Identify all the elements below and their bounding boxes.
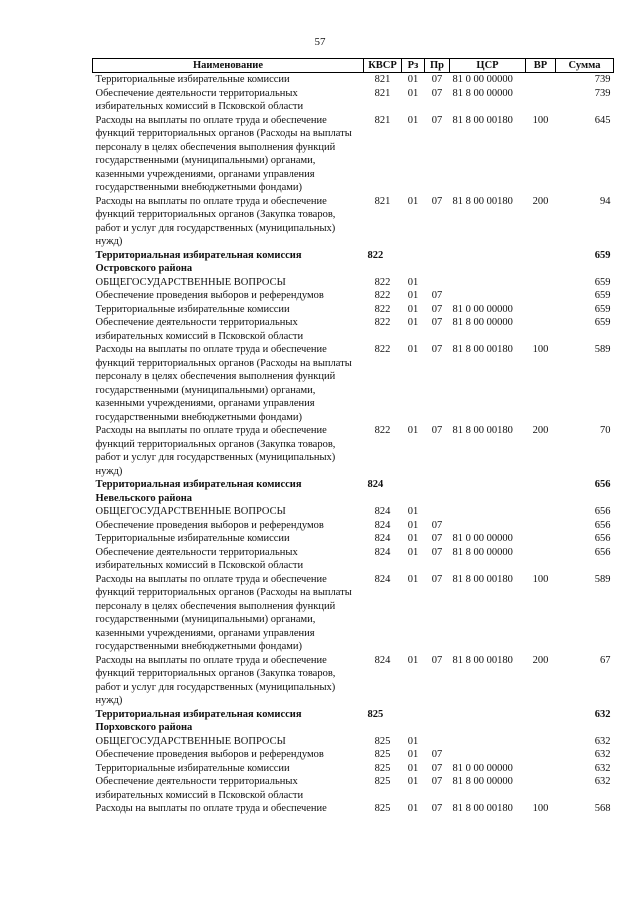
cell-vr — [526, 73, 556, 87]
cell-rz: 01 — [407, 425, 419, 436]
cell-rz: 01 — [407, 776, 419, 787]
cell-vr — [526, 762, 556, 776]
table-row — [93, 73, 614, 87]
cell-kvsr: 824 — [374, 506, 391, 517]
cell-rz: 01 — [407, 506, 419, 517]
cell-sum: 589 — [594, 344, 611, 355]
cell-pr — [425, 249, 450, 276]
table-row — [93, 343, 614, 424]
header-sum: Сумма — [556, 59, 614, 73]
cell-name: Расходы на выплаты по оплате труда и обеспечение функций территориальных органов (Расходы на выплаты персоналу в целях обеспечения выполнения функций государственными (муниципальными) органами, казенными учреждениями, органами управления государственными внебюджетными фондами) — [95, 573, 352, 652]
page-number: 57 — [314, 36, 326, 48]
header-kvsr: КВСР — [364, 59, 402, 73]
table-body — [93, 73, 614, 816]
cell-csr — [450, 276, 526, 290]
cell-pr: 07 — [431, 344, 443, 355]
cell-sum: 656 — [594, 533, 611, 544]
cell-csr: 81 8 00 00000 — [452, 546, 513, 558]
cell-sum: 632 — [594, 708, 611, 720]
cell-name: Территориальная избирательная комиссия Невельского района — [95, 479, 302, 504]
cell-rz: 01 — [407, 317, 419, 328]
cell-kvsr: 822 — [367, 249, 384, 261]
budget-table — [92, 58, 614, 816]
cell-vr: 100 — [532, 803, 549, 814]
cell-sum: 94 — [600, 195, 611, 207]
cell-vr — [526, 748, 556, 762]
cell-vr — [526, 249, 556, 276]
cell-sum: 656 — [594, 519, 611, 531]
table-row — [93, 735, 614, 749]
cell-kvsr: 822 — [374, 303, 391, 315]
cell-kvsr: 821 — [374, 74, 391, 85]
cell-csr — [450, 735, 526, 749]
cell-rz: 01 — [407, 114, 419, 126]
cell-rz: 01 — [407, 533, 419, 544]
cell-pr: 07 — [431, 290, 443, 301]
table-row — [93, 775, 614, 802]
table-row — [93, 87, 614, 114]
cell-pr: 07 — [431, 425, 443, 436]
cell-kvsr: 825 — [374, 762, 391, 774]
cell-sum: 589 — [594, 573, 611, 585]
table-row — [93, 573, 614, 654]
cell-pr: 07 — [431, 303, 443, 315]
cell-rz: 01 — [407, 573, 419, 585]
cell-kvsr: 825 — [374, 776, 391, 787]
cell-kvsr: 822 — [374, 290, 391, 301]
cell-name: Территориальные избирательные комиссии — [95, 74, 290, 85]
cell-name: Обеспечение проведения выборов и референдумов — [95, 290, 324, 301]
cell-sum: 659 — [594, 249, 611, 261]
cell-name: ОБЩЕГОСУДАРСТВЕННЫЕ ВОПРОСЫ — [95, 735, 286, 747]
cell-pr: 07 — [431, 74, 443, 85]
cell-name: Расходы на выплаты по оплате труда и обеспечение функций территориальных органов (Закупка товаров, работ и услуг для государственных (муниципальных) нужд) — [95, 195, 336, 247]
cell-rz: 01 — [407, 195, 419, 207]
table-header-row — [93, 59, 614, 73]
cell-pr: 07 — [431, 776, 443, 787]
cell-csr: 81 8 00 00180 — [452, 425, 513, 436]
cell-rz: 01 — [407, 762, 419, 774]
cell-vr — [526, 87, 556, 114]
cell-csr: 81 0 00 00000 — [452, 74, 513, 85]
cell-vr — [526, 289, 556, 303]
cell-pr: 07 — [431, 803, 443, 814]
cell-kvsr: 824 — [367, 479, 384, 490]
cell-name: Обеспечение деятельности территориальных избирательных комиссий в Псковской области — [95, 87, 304, 112]
cell-pr: 07 — [431, 546, 443, 558]
table-row — [93, 114, 614, 195]
cell-name: Территориальные избирательные комиссии — [95, 762, 290, 774]
cell-rz: 01 — [407, 74, 419, 85]
cell-pr: 07 — [431, 195, 443, 207]
cell-vr: 200 — [532, 425, 549, 436]
cell-rz: 01 — [407, 290, 419, 301]
cell-sum: 739 — [594, 74, 611, 85]
cell-sum: 632 — [594, 735, 611, 747]
cell-csr: 81 8 00 00000 — [452, 317, 513, 328]
table-row — [93, 546, 614, 573]
cell-rz — [402, 478, 425, 505]
cell-kvsr: 822 — [374, 425, 391, 436]
cell-rz: 01 — [407, 303, 419, 315]
table-row — [93, 708, 614, 735]
cell-rz: 01 — [407, 519, 419, 531]
cell-name: Территориальные избирательные комиссии — [95, 533, 290, 544]
cell-sum: 70 — [600, 425, 611, 436]
cell-rz: 01 — [407, 87, 419, 99]
table-row — [93, 316, 614, 343]
cell-rz: 01 — [407, 546, 419, 558]
cell-sum: 568 — [594, 803, 611, 814]
cell-vr: 100 — [532, 573, 549, 585]
cell-csr: 81 0 00 00000 — [452, 762, 513, 774]
table-row — [93, 519, 614, 533]
cell-name: Территориальная избирательная комиссия Порховского района — [95, 708, 302, 733]
cell-name: Обеспечение проведения выборов и референдумов — [95, 749, 324, 760]
cell-pr — [425, 735, 450, 749]
cell-vr — [526, 303, 556, 317]
table-row — [93, 505, 614, 519]
table-row — [93, 303, 614, 317]
cell-name: ОБЩЕГОСУДАРСТВЕННЫЕ ВОПРОСЫ — [95, 276, 286, 288]
cell-csr — [450, 519, 526, 533]
cell-csr — [450, 748, 526, 762]
cell-vr — [526, 519, 556, 533]
table-row — [93, 748, 614, 762]
cell-vr — [526, 708, 556, 735]
cell-name: Расходы на выплаты по оплате труда и обеспечение функций территориальных органов (Расходы на выплаты персоналу в целях обеспечения выполнения функций государственными (муниципальными) органами, казенными учреждениями, органами управления государственными внебюджетными фондами) — [95, 114, 352, 193]
cell-kvsr: 825 — [374, 749, 391, 760]
cell-sum: 739 — [594, 87, 611, 99]
cell-sum: 632 — [594, 762, 611, 774]
cell-pr: 07 — [431, 519, 443, 531]
cell-csr: 81 8 00 00180 — [452, 114, 513, 126]
cell-kvsr: 822 — [374, 276, 391, 288]
table-row — [93, 195, 614, 249]
cell-name: ОБЩЕГОСУДАРСТВЕННЫЕ ВОПРОСЫ — [95, 506, 286, 517]
cell-name: Обеспечение деятельности территориальных избирательных комиссий в Псковской области — [95, 317, 304, 342]
header-csr: ЦСР — [450, 59, 526, 73]
cell-kvsr: 825 — [374, 735, 391, 747]
cell-sum: 656 — [594, 479, 611, 490]
cell-sum: 659 — [594, 290, 611, 301]
cell-name: Обеспечение деятельности территориальных избирательных комиссий в Псковской области — [95, 776, 304, 801]
cell-vr — [526, 775, 556, 802]
cell-pr: 07 — [431, 654, 443, 666]
cell-vr — [526, 546, 556, 573]
cell-kvsr: 821 — [374, 87, 391, 99]
cell-sum: 645 — [594, 114, 611, 126]
header-rz: Рз — [402, 59, 425, 73]
cell-pr: 07 — [431, 114, 443, 126]
cell-vr — [526, 532, 556, 546]
cell-kvsr: 822 — [374, 344, 391, 355]
table-row — [93, 532, 614, 546]
cell-kvsr: 825 — [367, 708, 384, 720]
cell-kvsr: 821 — [374, 195, 391, 207]
header-pr: Пр — [425, 59, 450, 73]
cell-sum: 632 — [594, 749, 611, 760]
cell-sum: 632 — [594, 776, 611, 787]
cell-csr: 81 8 00 00000 — [452, 87, 513, 99]
cell-csr — [450, 478, 526, 505]
header-name: Наименование — [93, 59, 364, 73]
cell-vr: 100 — [532, 344, 549, 355]
cell-rz: 01 — [407, 344, 419, 355]
cell-pr: 07 — [431, 749, 443, 760]
cell-rz: 01 — [407, 803, 419, 814]
cell-pr — [425, 505, 450, 519]
cell-vr — [526, 735, 556, 749]
table-row — [93, 478, 614, 505]
cell-pr: 07 — [431, 533, 443, 544]
cell-pr — [425, 708, 450, 735]
cell-vr — [526, 505, 556, 519]
cell-sum: 659 — [594, 317, 611, 328]
table-row — [93, 762, 614, 776]
cell-csr: 81 8 00 00180 — [452, 573, 513, 585]
cell-csr: 81 0 00 00000 — [452, 303, 513, 315]
cell-csr: 81 8 00 00180 — [452, 803, 513, 814]
cell-kvsr: 822 — [374, 317, 391, 328]
table-row — [93, 424, 614, 478]
cell-pr — [425, 276, 450, 290]
cell-pr: 07 — [431, 762, 443, 774]
cell-vr: 200 — [532, 654, 549, 666]
cell-pr — [425, 478, 450, 505]
cell-kvsr: 824 — [374, 546, 391, 558]
cell-sum: 659 — [594, 276, 611, 288]
cell-csr: 81 0 00 00000 — [452, 533, 513, 544]
cell-kvsr: 821 — [374, 114, 391, 126]
cell-rz — [402, 708, 425, 735]
cell-rz: 01 — [407, 654, 419, 666]
header-vr: ВР — [526, 59, 556, 73]
cell-pr: 07 — [431, 87, 443, 99]
cell-csr — [450, 505, 526, 519]
cell-sum: 656 — [594, 506, 611, 517]
cell-csr — [450, 249, 526, 276]
cell-name: Территориальная избирательная комиссия Островского района — [95, 249, 302, 274]
cell-rz: 01 — [407, 749, 419, 760]
cell-vr — [526, 316, 556, 343]
cell-pr: 07 — [431, 317, 443, 328]
cell-vr: 100 — [532, 114, 549, 126]
cell-csr: 81 8 00 00180 — [452, 344, 513, 355]
cell-vr — [526, 276, 556, 290]
table-row — [93, 249, 614, 276]
cell-csr: 81 8 00 00180 — [452, 195, 513, 207]
cell-kvsr: 824 — [374, 519, 391, 531]
table-row — [93, 276, 614, 290]
cell-rz: 01 — [407, 735, 419, 747]
cell-sum: 659 — [594, 303, 611, 315]
cell-kvsr: 824 — [374, 573, 391, 585]
cell-pr: 07 — [431, 573, 443, 585]
cell-csr — [450, 708, 526, 735]
cell-name: Обеспечение деятельности территориальных избирательных комиссий в Псковской области — [95, 546, 304, 571]
cell-name: Расходы на выплаты по оплате труда и обеспечение функций территориальных органов (Закупка товаров, работ и услуг для государственных (муниципальных) нужд) — [95, 654, 336, 706]
cell-rz: 01 — [407, 276, 419, 288]
cell-sum: 656 — [594, 546, 611, 558]
table-row — [93, 654, 614, 708]
cell-rz — [402, 249, 425, 276]
cell-csr: 81 8 00 00180 — [452, 654, 513, 666]
cell-vr: 200 — [532, 195, 549, 207]
cell-sum: 67 — [600, 654, 611, 666]
cell-name: Расходы на выплаты по оплате труда и обеспечение функций территориальных органов (Расходы на выплаты персоналу в целях обеспечения выполнения функций государственными (муниципальными) органами, казенными учреждениями, органами управления государственными внебюджетными фондами) — [95, 344, 352, 423]
cell-vr — [526, 478, 556, 505]
cell-kvsr: 824 — [374, 533, 391, 544]
cell-kvsr: 824 — [374, 654, 391, 666]
cell-name: Обеспечение проведения выборов и референдумов — [95, 519, 324, 531]
cell-name: Расходы на выплаты по оплате труда и обеспечение — [95, 803, 327, 814]
cell-name: Территориальные избирательные комиссии — [95, 303, 290, 315]
cell-kvsr: 825 — [374, 803, 391, 814]
cell-csr — [450, 289, 526, 303]
cell-name: Расходы на выплаты по оплате труда и обеспечение функций территориальных органов (Закупка товаров, работ и услуг для государственных (муниципальных) нужд) — [95, 425, 336, 477]
table-row — [93, 802, 614, 816]
cell-csr: 81 8 00 00000 — [452, 776, 513, 787]
table-row — [93, 289, 614, 303]
